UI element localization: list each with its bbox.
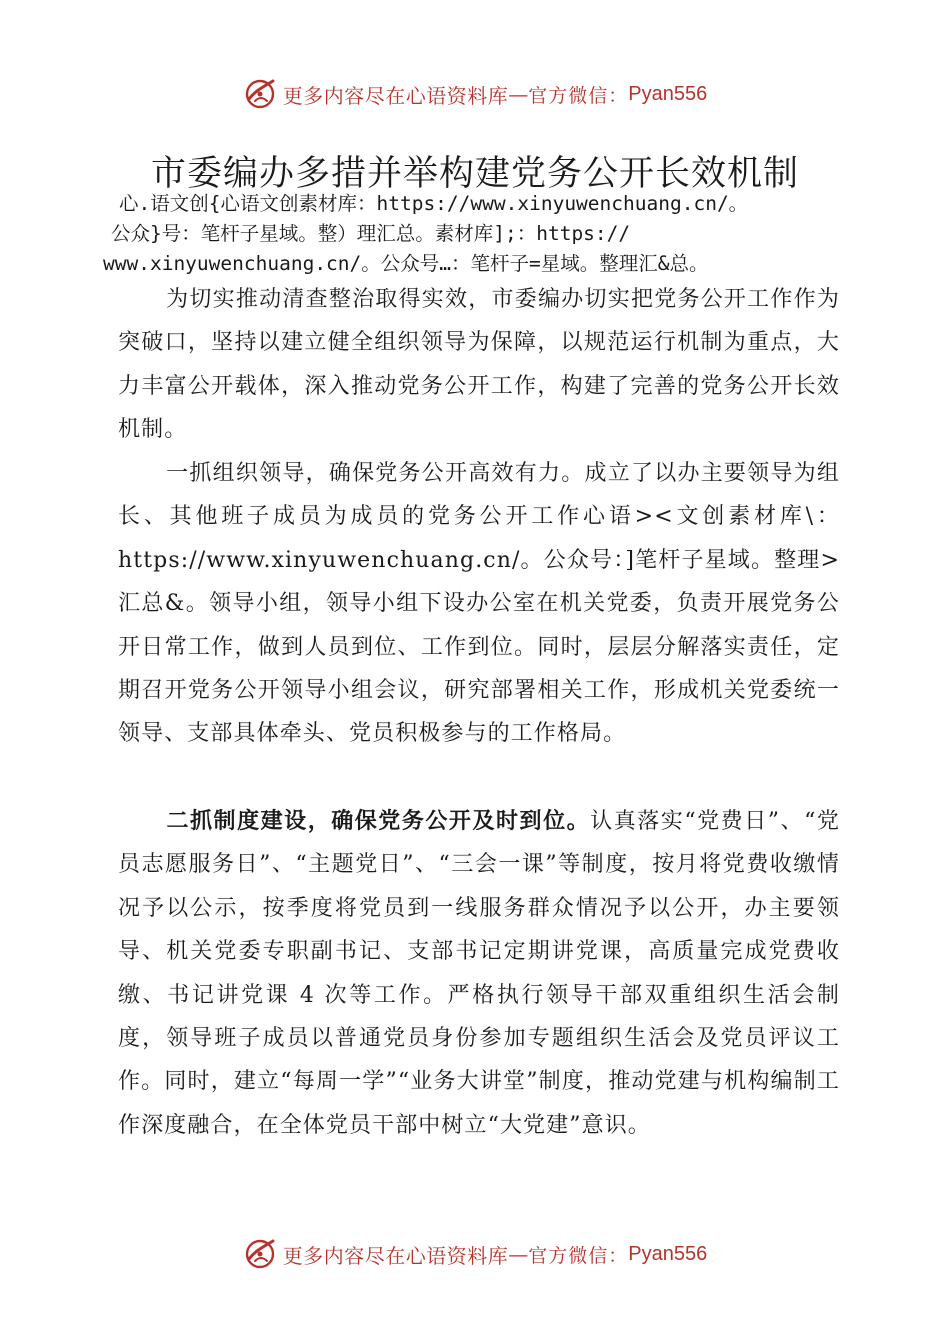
watermark-line: 心.语文创{心语文创素材库：https://www.xinyuwenchuang.cn/。 — [119, 192, 749, 215]
banner-wechat-id: Pyan556 — [628, 82, 708, 105]
intro-text: 为切实推动清查整治取得实效，市委编办切实把党务公开工作作为突破口，坚持以建立健全组织领导为保障，以规范运行机制为重点，大力丰富公开载体，深入推动党务公开工作，构建了完善的党务公开长效机制。 — [118, 287, 840, 443]
header-banner — [0, 74, 950, 114]
banner-suffix: 官方微信： — [528, 1244, 629, 1267]
watermark-line: 公众}号：笔杆子星域。整）理汇总。素材库];：https:// — [111, 222, 631, 245]
banner-wechat-id: Pyan556 — [628, 1242, 708, 1265]
paragraph-heading: 二抓制度建设，确保党务公开及时到位。 — [166, 809, 591, 834]
paragraph-system-building — [118, 800, 840, 1147]
banner-separator: — — [508, 82, 529, 106]
paragraph-organization-text: 一抓组织领导，确保党务公开高效有力。成立了以办主要领导为组长、其他班子成员为成员的党务公开工作心语><文创素材库\：https://www.xinyuwenchuang.cn/。公众号：]笔杆子星域。整理>汇总&。领导小组，领导小组下设办公室在机关党委，负责开展党务公开日常工作，做到人员到位、工作到位。同时，层层分解落实责任，定期召开党务公开领导小组会议，研究部署相关工作，形成机关党委统一领导、支部具体牵头、党员积极参与的工作格局。 — [118, 461, 840, 747]
watermark-line: www.xinyuwenchuang.cn/。公众号…：笔杆子=星域。整理汇&总。 — [103, 252, 709, 275]
banner-text: 更多内容尽在心语资料库 — [282, 1243, 509, 1268]
intro-paragraph — [118, 278, 840, 452]
writing-hand-logo-icon — [243, 1237, 277, 1271]
banner-suffix: 官方微信： — [528, 84, 629, 107]
banner-text: 更多内容尽在心语资料库 — [282, 83, 509, 108]
banner-separator: — — [508, 1242, 529, 1266]
paragraph-organization — [118, 452, 840, 756]
document-title: 市委编办多措并举构建党务公开长效机制 — [150, 154, 799, 194]
paragraph-system-building-text: 认真落实“党费日”、“党员志愿服务日”、“主题党日”、“三会一课”等制度，按月将党费收缴情况予以公示，按季度将党员到一线服务群众情况予以公开，办主要领导、机关党委专职副书记、支部书记定期讲党课，高质量完成党费收缴、书记讲党课 4 次等工作。严格执行领导干部双重组织生活会制度，领导班子成员以普通党员身份参加专题组织生活会及党员评议工作。同时，建立“每周一学”“业务大讲堂”制度，推动党建与机构编制工作深度融合，在全体党员干部中树立“大党建”意识。 — [118, 809, 840, 1138]
writing-hand-logo-icon — [243, 77, 277, 111]
footer-banner — [0, 1234, 950, 1274]
